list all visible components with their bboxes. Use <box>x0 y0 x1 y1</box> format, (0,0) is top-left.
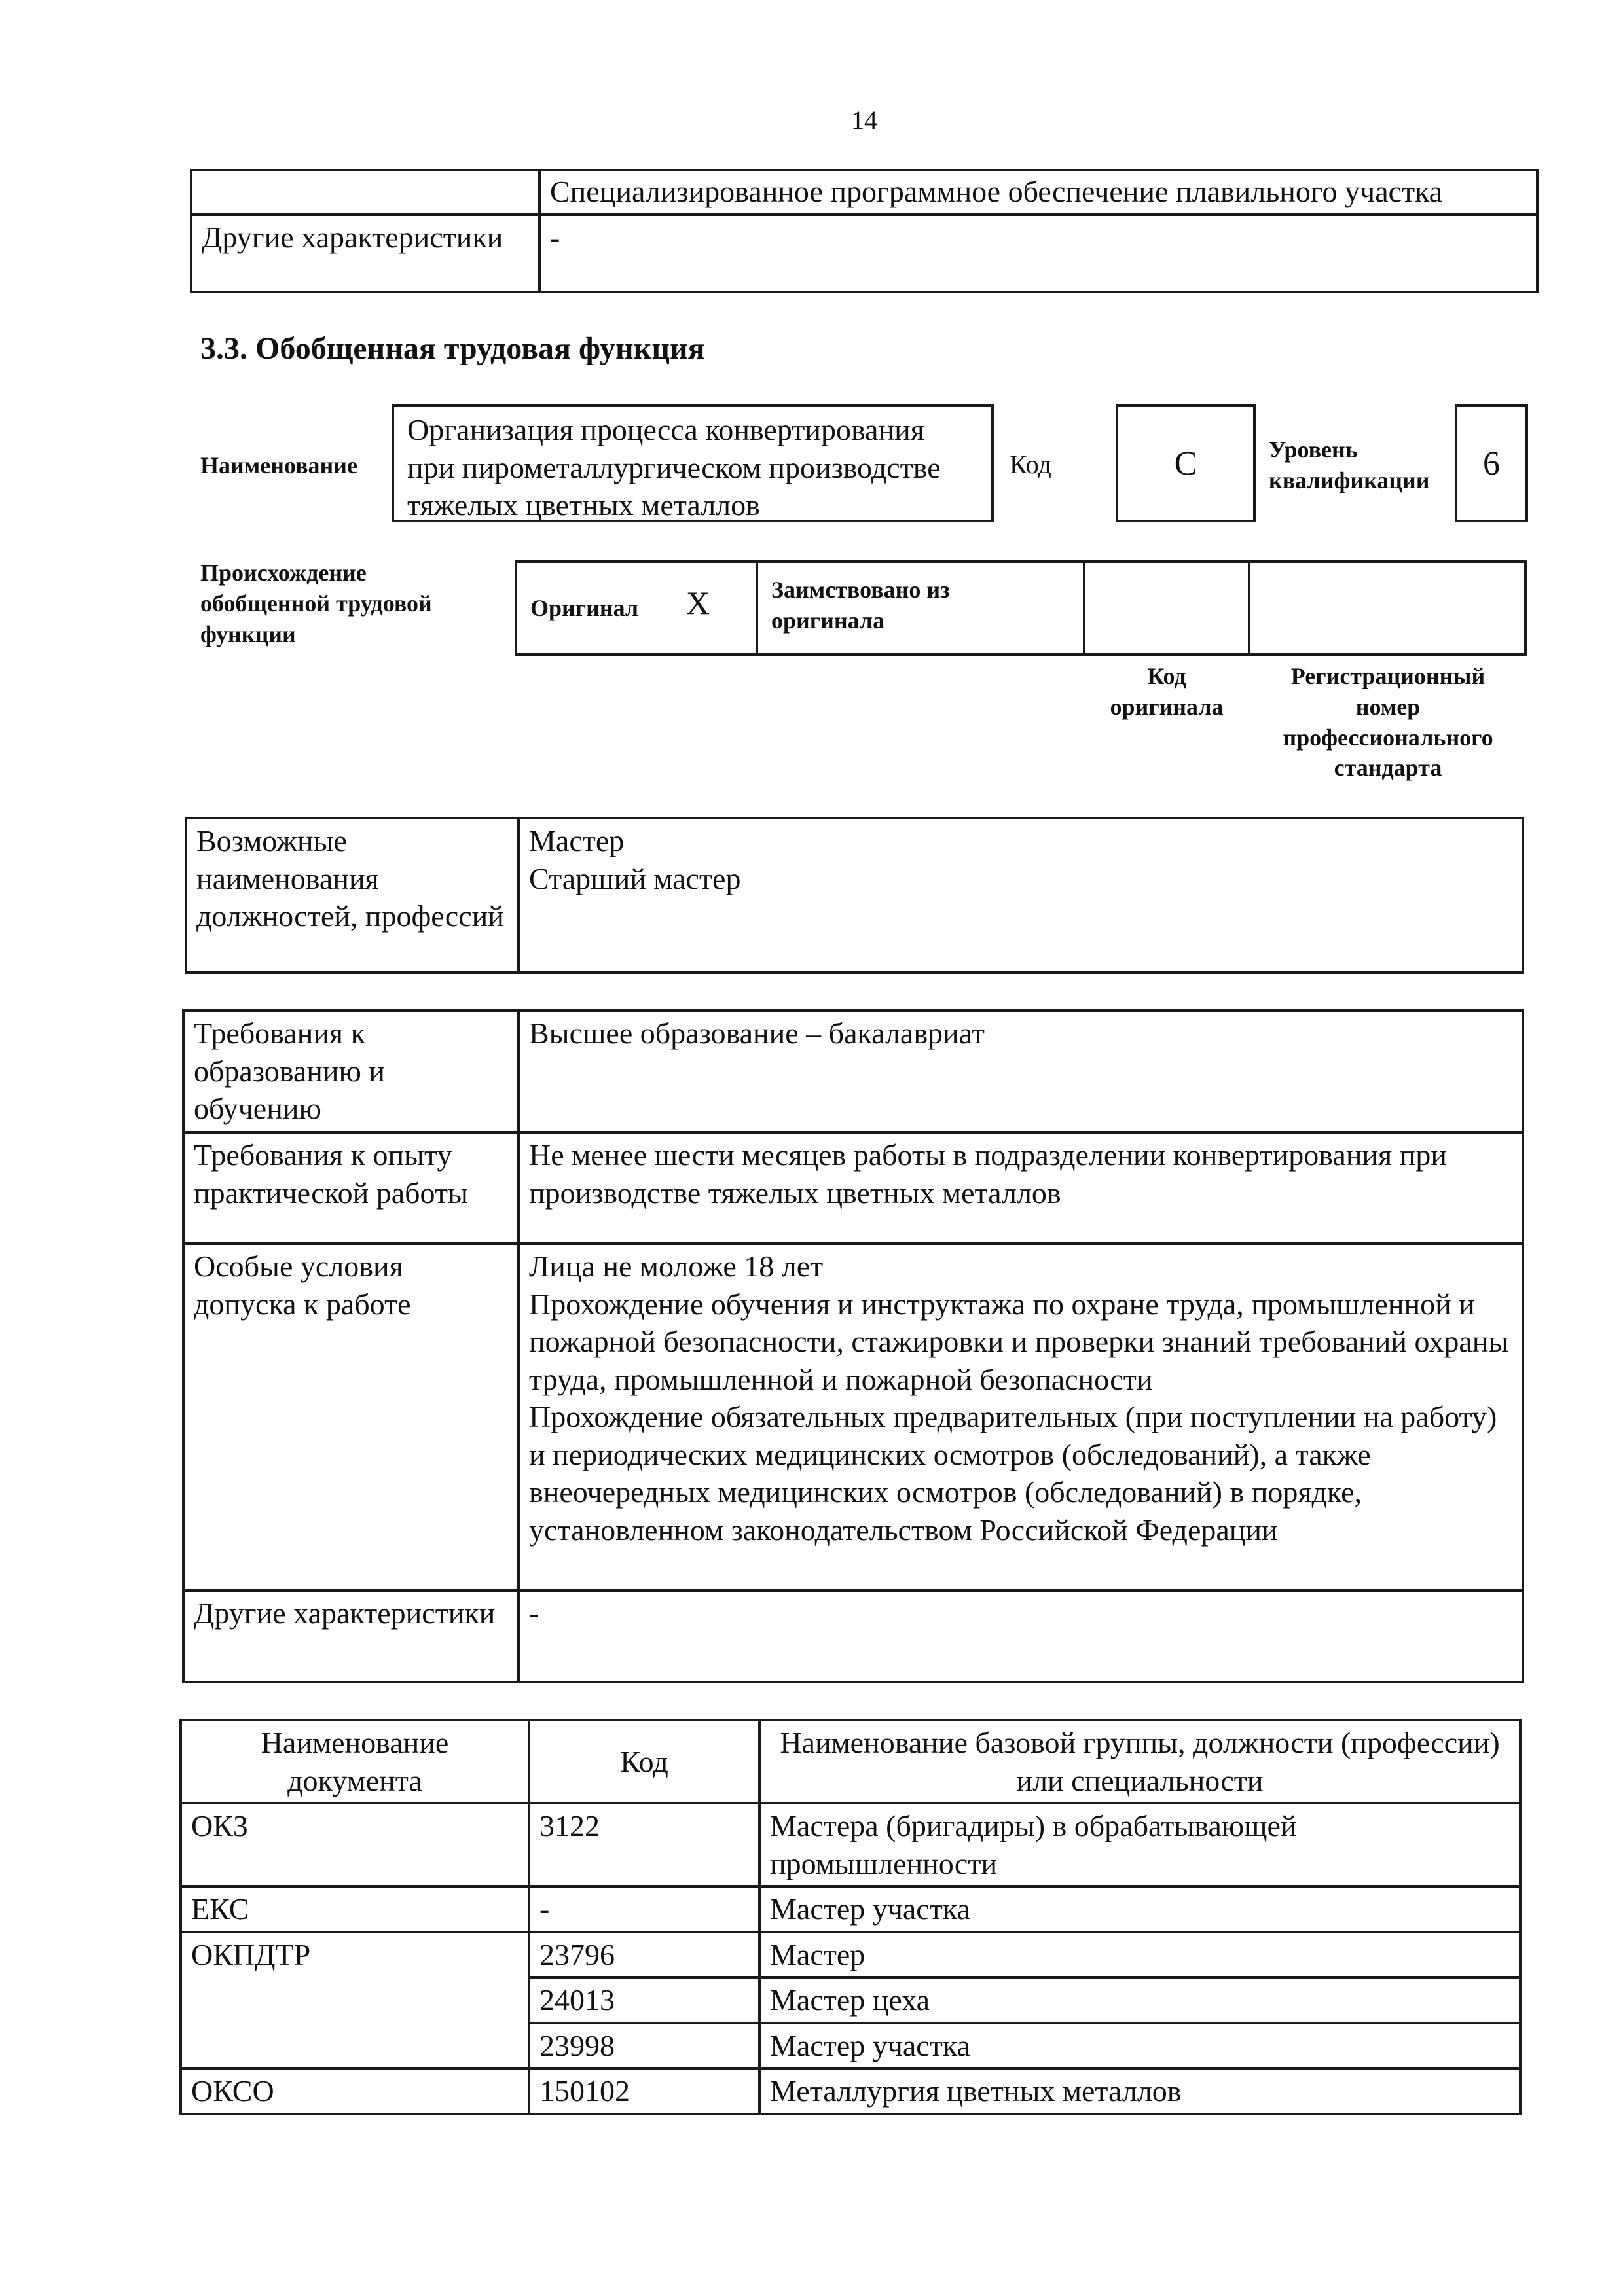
origin-reg-cell <box>1248 560 1527 656</box>
req-label: Требования к опыту практической работы <box>183 1132 519 1244</box>
code-label: Код <box>1010 450 1051 479</box>
top-table-empty-cell <box>191 170 539 215</box>
name-label: Наименование <box>200 452 357 478</box>
req-value <box>519 1132 1523 1244</box>
classifier-header-code: Код <box>529 1720 759 1803</box>
original-label: Оригинал <box>530 595 639 621</box>
req-line: Прохождение обучения и инструктажа по охране труда, промышленной и пожарной безопасности, стажировки и проверки знаний требований охраны труда, промышленной и пожарной безопасности <box>529 1287 1509 1396</box>
classifier-name: Мастера (бригадиры) в обрабатывающей промышленности <box>759 1803 1520 1886</box>
position-item: Старший мастер <box>529 861 741 895</box>
requirements-table <box>182 1009 1524 1683</box>
req-line: Высшее образование – бакалавриат <box>529 1016 985 1050</box>
classifier-header-doc: Наименование документа <box>181 1720 529 1803</box>
req-value <box>519 1590 1523 1682</box>
origin-reg-caption: Регистрационный номер профессионального стандарта <box>1283 663 1493 781</box>
classifier-code: 150102 <box>529 2068 759 2114</box>
top-table-row2-value: - <box>539 215 1537 292</box>
top-table <box>190 169 1539 293</box>
req-line: - <box>529 1596 539 1630</box>
top-table-row1-value: Специализированное программное обеспечение плавильного участка <box>539 170 1537 215</box>
classifier-header-name: Наименование базовой группы, должности (профессии) или специальности <box>759 1720 1520 1803</box>
classifier-code: 23796 <box>529 1932 759 1978</box>
name-value-box <box>392 404 994 522</box>
code-box <box>1116 404 1256 522</box>
req-label: Другие характеристики <box>183 1590 519 1682</box>
req-line: Прохождение обязательных предварительных (при поступлении на работу) и периодических медицинских осмотров (обследований), а также внеочередных медицинских осмотров (обследований) в порядке, установленном законодательством Российской Федерации <box>529 1400 1497 1547</box>
level-box <box>1455 404 1528 522</box>
req-label: Особые условия допуска к работе <box>183 1244 519 1590</box>
code-value: С <box>1174 444 1197 482</box>
borrowed-label: Заимствовано из оригинала <box>771 577 950 634</box>
positions-values <box>519 818 1523 973</box>
classifier-code: 24013 <box>529 1977 759 2023</box>
origin-code-caption: Код оригинала <box>1110 663 1224 720</box>
classifier-name: Мастер <box>759 1932 1520 1978</box>
position-item: Мастер <box>529 824 625 857</box>
level-value: 6 <box>1483 444 1500 482</box>
req-value <box>519 1244 1523 1590</box>
classifier-code: 23998 <box>529 2023 759 2069</box>
classifier-doc: ОКСО <box>181 2068 529 2114</box>
req-value <box>519 1011 1523 1132</box>
level-label: Уровень квалификации <box>1269 437 1430 493</box>
classifier-table <box>179 1719 1522 2115</box>
req-line: Не менее шести месяцев работы в подразделении конвертирования при производстве тяжелых цветных металлов <box>529 1138 1447 1210</box>
req-line: Лица не моложе 18 лет <box>529 1249 824 1283</box>
classifier-code: - <box>529 1886 759 1932</box>
classifier-code: 3122 <box>529 1803 759 1886</box>
classifier-name: Мастер участка <box>759 2023 1520 2069</box>
classifier-name: Мастер цеха <box>759 1977 1520 2023</box>
positions-table <box>185 817 1524 974</box>
top-table-row2-label: Другие характеристики <box>191 215 539 292</box>
req-label: Требования к образованию и обучению <box>183 1011 519 1132</box>
classifier-name: Мастер участка <box>759 1886 1520 1932</box>
section-title: 3.3. Обобщенная трудовая функция <box>200 331 705 366</box>
origin-label: Происхождение обобщенной трудовой функции <box>200 560 432 647</box>
origin-code-cell <box>1083 560 1250 656</box>
page-number: 14 <box>851 105 877 135</box>
classifier-doc: ОКЗ <box>181 1803 529 1886</box>
name-value: Организация процесса конвертирования при пирометаллургическом производстве тяжелых цветных металлов <box>407 413 941 522</box>
classifier-name: Металлургия цветных металлов <box>759 2068 1520 2114</box>
classifier-doc: ЕКС <box>181 1886 529 1932</box>
classifier-doc: ОКПДТР <box>181 1932 529 2069</box>
original-mark: X <box>686 584 710 621</box>
positions-label: Возможные наименования должностей, профессий <box>186 818 519 973</box>
